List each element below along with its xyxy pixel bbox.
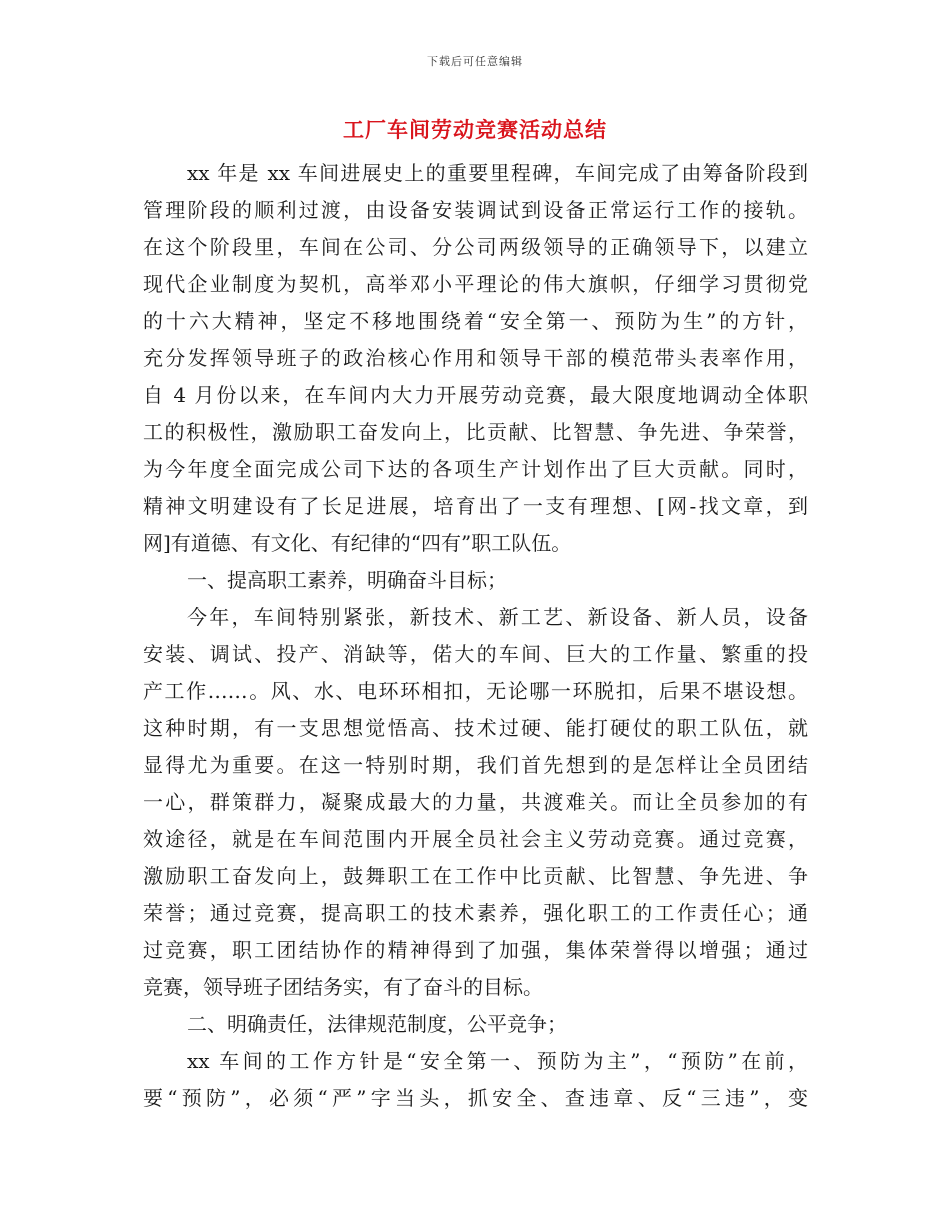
body-text-line: 为今年度全面完成公司下达的各项生产计划作出了巨大贡献。同时， [143,457,808,481]
body-text-line: xx 车间的工作方针是“安全第一、预防为主”，“预防”在前， [187,1049,808,1073]
body-text-line: 要“预防”，必须“严”字当头，抓安全、查违章、反“三违”，变 [143,1086,808,1110]
body-text-line: 荣誉；通过竞赛，提高职工的技术素养，强化职工的工作责任心；通 [143,901,808,925]
body-text-line: 一、提高职工素养，明确奋斗目标； [187,568,507,592]
body-text-line: 产工作……。风、水、电环环相扣，无论哪一环脱扣，后果不堪设想。 [143,679,808,703]
body-text-line: 二、明确责任，法律规范制度，公平竞争； [187,1012,567,1036]
document-title: 工厂车间劳动竞赛活动总结 [343,117,607,142]
body-text-line: 今年，车间特别紧张，新技术、新工艺、新设备、新人员，设备 [187,605,808,629]
body-text-line: 安装、调试、投产、消缺等，偌大的车间、巨大的工作量、繁重的投 [143,642,808,666]
body-text-line: 管理阶段的顺利过渡，由设备安装调试到设备正常运行工作的接轨。 [143,198,808,222]
body-text-line: 在这个阶段里，车间在公司、分公司两级领导的正确领导下，以建立 [143,235,808,259]
body-text-line: xx 年是 xx 车间进展史上的重要里程碑，车间完成了由筹备阶段到 [187,161,808,185]
body-text-line: 现代企业制度为契机，高举邓小平理论的伟大旗帜，仔细学习贯彻党 [143,272,808,296]
body-text-line: 的十六大精神，坚定不移地围绕着“安全第一、预防为生”的方针， [143,309,808,333]
body-text-line: 显得尤为重要。在这一特别时期，我们首先想到的是怎样让全员团结 [143,753,808,777]
body-text-line: 竞赛，领导班子团结务实，有了奋斗的目标。 [143,975,543,999]
body-text-line: 充分发挥领导班子的政治核心作用和领导干部的模范带头表率作用， [143,346,808,370]
body-text-line: 一心，群策群力，凝聚成最大的力量，共渡难关。而让全员参加的有 [143,790,808,814]
body-text-line: 精神文明建设有了长足进展，培育出了一支有理想、[网-找文章，到 [143,494,808,518]
body-text-line: 效途径，就是在车间范围内开展全员社会主义劳动竞赛。通过竞赛， [143,827,808,851]
body-text-line: 工的积极性，激励职工奋发向上，比贡献、比智慧、争先进、争荣誉， [143,420,808,444]
body-text-line: 过竞赛，职工团结协作的精神得到了加强，集体荣誉得以增强；通过 [143,938,808,962]
body-text-line: 激励职工奋发向上，鼓舞职工在工作中比贡献、比智慧、争先进、争 [143,864,808,888]
body-text-line: 网]有道德、有文化、有纪律的“四有”职工队伍。 [143,531,572,555]
page-header-note: 下载后可任意编辑 [427,55,523,68]
document-body [143,155,808,1117]
body-text-line: 这种时期，有一支思想觉悟高、技术过硬、能打硬仗的职工队伍，就 [143,716,808,740]
body-text-line: 自 4 月份以来，在车间内大力开展劳动竞赛，最大限度地调动全体职 [143,383,808,407]
